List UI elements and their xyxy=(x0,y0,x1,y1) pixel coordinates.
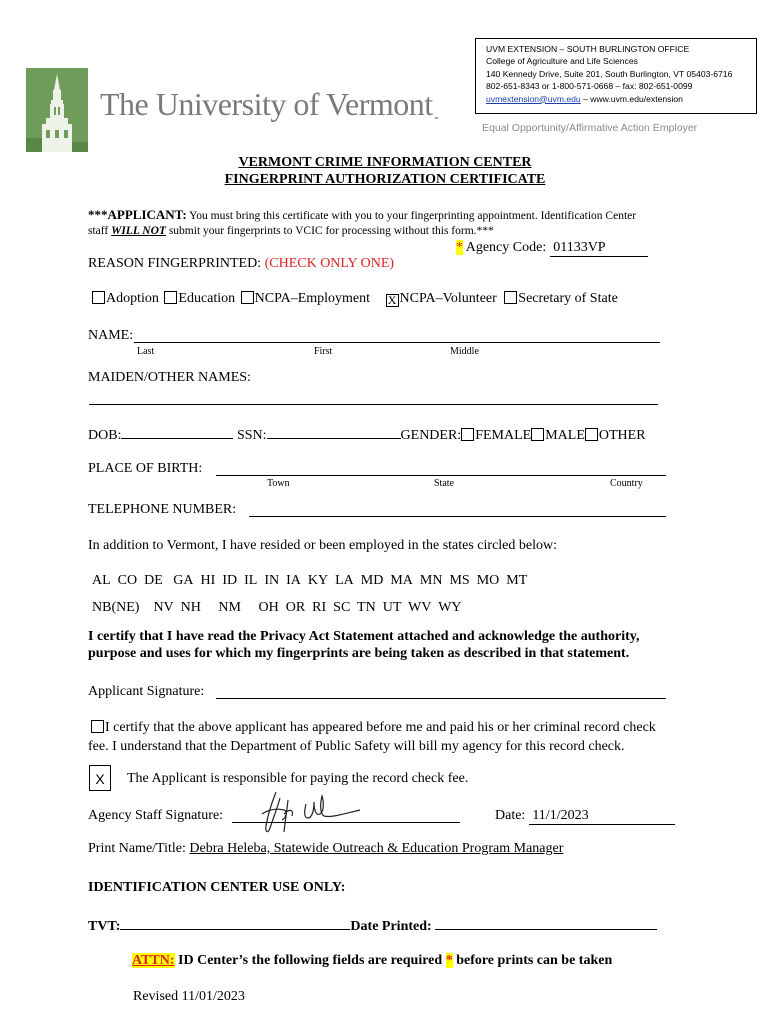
state-oh[interactable]: OH xyxy=(258,600,279,615)
ssn-input[interactable] xyxy=(267,425,401,439)
reason-label: REASON FINGERPRINTED: xyxy=(88,256,265,271)
state-nb-ne[interactable]: NB(NE) xyxy=(92,600,140,615)
maiden-names-label: MAIDEN/OTHER NAMES: xyxy=(88,370,251,385)
date-printed-label: Date Printed: xyxy=(350,919,436,934)
state-wy[interactable]: WY xyxy=(438,600,462,615)
telephone-input[interactable] xyxy=(249,516,666,517)
applicant-signature-label: Applicant Signature: xyxy=(88,684,205,699)
tvt-label: TVT: xyxy=(88,919,121,934)
state-ky[interactable]: KY xyxy=(307,573,329,588)
agency-code-field xyxy=(456,240,648,257)
title-line-1: VERMONT CRIME INFORMATION CENTER xyxy=(238,155,532,170)
other-label: OTHER xyxy=(598,428,646,443)
reason-ncpa-volunteer[interactable] xyxy=(386,291,497,306)
staff-date-value: 11/1/2023 xyxy=(532,808,589,823)
female-label: FEMALE xyxy=(475,428,532,443)
id-center-heading: IDENTIFICATION CENTER USE ONLY: xyxy=(88,880,346,895)
reason-ncpa-volunteer-label: NCPA–Volunteer xyxy=(399,291,497,306)
certify-line-2: purpose and uses for which my fingerprints are being taken as described in that statement. xyxy=(88,646,630,661)
state-hi[interactable]: HI xyxy=(200,573,216,588)
staff-cert-line-2: fee. I understand that the Department of Public Safety will bill my agency for this record check. xyxy=(88,739,625,754)
applicant-notice-text-2b: submit your fingerprints to VCIC for processing without this form.*** xyxy=(165,224,494,237)
privacy-certification xyxy=(88,628,640,662)
reason-education-checkbox[interactable] xyxy=(164,291,177,304)
office-web: – www.uvm.edu/extension xyxy=(580,93,683,104)
male-label: MALE xyxy=(545,428,585,443)
reason-secretary-of-state[interactable] xyxy=(504,291,618,306)
state-tn[interactable]: TN xyxy=(357,600,376,615)
place-of-birth-label: PLACE OF BIRTH: xyxy=(88,461,203,476)
date-printed-input[interactable] xyxy=(435,916,657,930)
state-sc[interactable]: SC xyxy=(333,600,351,615)
applicant-notice-lead: ***APPLICANT: xyxy=(88,207,187,222)
state-il[interactable]: IL xyxy=(244,573,258,588)
name-first-caption: First xyxy=(314,346,333,357)
staff-certify-checkbox[interactable] xyxy=(91,720,104,733)
staff-date-field xyxy=(495,808,675,825)
revised-date: Revised 11/01/2023 xyxy=(133,989,245,1004)
uvm-logo-emblem xyxy=(26,68,88,152)
applicant-notice-text-1: You must bring this certificate with you to your fingerprinting appointment. Identification Center xyxy=(186,210,637,222)
applicant-notice xyxy=(88,208,688,238)
other-checkbox[interactable] xyxy=(585,428,598,441)
reason-adoption-checkbox[interactable] xyxy=(92,291,105,304)
tvt-row xyxy=(88,916,657,935)
gender-label: GENDER: xyxy=(400,428,462,443)
office-line-4: 802-651-8343 or 1-800-571-0668 – fax: 802-651-0099 xyxy=(486,81,693,92)
birth-state-caption: State xyxy=(434,478,454,489)
state-nh[interactable]: NH xyxy=(180,600,201,615)
state-wv[interactable]: WV xyxy=(408,600,432,615)
office-line-2: College of Agriculture and Life Sciences xyxy=(486,56,638,67)
dob-ssn-gender-row xyxy=(88,425,646,444)
reason-education-label: Education xyxy=(178,291,236,306)
eoe-statement: Equal Opportunity/Affirmative Action Employer xyxy=(482,122,698,134)
reason-secretary-of-state-label: Secretary of State xyxy=(518,291,618,306)
logo-dot: - xyxy=(434,110,439,125)
office-email-link[interactable]: uvmextension@uvm.edu xyxy=(486,93,581,104)
attn-text-2: before prints can be taken xyxy=(452,953,613,968)
responsible-text: The Applicant is responsible for paying the record check fee. xyxy=(127,771,469,786)
state-nv[interactable]: NV xyxy=(153,600,174,615)
state-ma[interactable]: MA xyxy=(390,573,413,588)
state-ga[interactable]: GA xyxy=(173,573,194,588)
birth-country-caption: Country xyxy=(610,478,643,489)
maiden-names-input[interactable] xyxy=(89,404,658,405)
state-mt[interactable]: MT xyxy=(506,573,528,588)
print-name-label: Print Name/Title: xyxy=(88,841,190,856)
state-la[interactable]: LA xyxy=(335,573,354,588)
state-nm[interactable]: NM xyxy=(218,600,241,615)
state-mo[interactable]: MO xyxy=(476,573,500,588)
state-ri[interactable]: RI xyxy=(312,600,327,615)
staff-date-label: Date: xyxy=(495,808,529,823)
reason-ncpa-employment-checkbox[interactable] xyxy=(241,291,254,304)
title-line-2: FINGERPRINT AUTHORIZATION CERTIFICATE xyxy=(224,172,546,187)
attn-star: * xyxy=(445,953,453,968)
print-name-value[interactable]: Debra Heleba, Statewide Outreach & Education Program Manager xyxy=(189,841,564,856)
office-line-5 xyxy=(486,93,756,105)
attn-notice xyxy=(132,953,612,969)
states-intro: In addition to Vermont, I have resided or been employed in the states circled below: xyxy=(88,538,557,553)
office-line-1: UVM EXTENSION – SOUTH BURLINGTON OFFICE xyxy=(486,44,690,54)
office-line-3: 140 Kennedy Drive, Suite 201, South Burlington, VT 05403-6716 xyxy=(486,68,733,79)
states-row-2 xyxy=(92,600,462,616)
reason-ncpa-employment-label: NCPA–Employment xyxy=(254,291,371,306)
states-row-1 xyxy=(92,573,527,589)
birth-town-caption: Town xyxy=(267,478,290,489)
reason-ncpa-employment[interactable] xyxy=(241,291,370,306)
reason-hint: (CHECK ONLY ONE) xyxy=(264,256,395,271)
dob-label: DOB: xyxy=(88,428,122,443)
will-not-emphasis: WILL NOT xyxy=(111,224,166,237)
reason-secretary-of-state-checkbox[interactable] xyxy=(504,291,517,304)
state-ia[interactable]: IA xyxy=(286,573,301,588)
dob-input[interactable] xyxy=(121,425,233,439)
responsible-checkbox[interactable]: X xyxy=(89,765,111,791)
place-of-birth-input[interactable] xyxy=(216,475,666,476)
handwritten-signature xyxy=(254,788,364,838)
ssn-label: SSN: xyxy=(236,428,267,443)
name-last-caption: Last xyxy=(137,346,155,357)
state-ut[interactable]: UT xyxy=(382,600,402,615)
attn-label: ATTN: xyxy=(132,953,175,968)
university-name: The University of Vermont xyxy=(100,86,433,122)
applicant-signature-input[interactable] xyxy=(216,698,666,699)
state-co[interactable]: CO xyxy=(117,573,138,588)
agency-code-label: Agency Code: xyxy=(463,240,550,255)
reason-options xyxy=(92,291,618,307)
attn-text-1: ID Center’s the following fields are required xyxy=(174,953,446,968)
state-al[interactable]: AL xyxy=(92,573,111,588)
reason-adoption-label: Adoption xyxy=(106,291,159,306)
state-md[interactable]: MD xyxy=(360,573,384,588)
staff-cert-line-1: I certify that the above applicant has appeared before me and paid his or her criminal record check xyxy=(105,720,656,735)
staff-certification xyxy=(88,718,656,756)
telephone-label: TELEPHONE NUMBER: xyxy=(88,502,237,517)
page-title xyxy=(0,154,770,188)
agency-code-value: 01133VP xyxy=(553,240,606,255)
reason-education[interactable] xyxy=(164,291,235,306)
required-star: * xyxy=(456,240,463,255)
state-mn[interactable]: MN xyxy=(419,573,443,588)
name-label: NAME: xyxy=(88,328,134,343)
applicant-notice-text-2a: staff xyxy=(88,224,112,237)
state-in[interactable]: IN xyxy=(264,573,280,588)
office-info-box xyxy=(475,38,757,114)
state-id[interactable]: ID xyxy=(222,573,238,588)
male-checkbox[interactable] xyxy=(531,428,544,441)
reason-ncpa-volunteer-checkbox[interactable]: X xyxy=(386,294,399,307)
name-middle-caption: Middle xyxy=(450,346,479,357)
state-de[interactable]: DE xyxy=(144,573,163,588)
print-name-field xyxy=(88,841,563,857)
state-ms[interactable]: MS xyxy=(449,573,470,588)
agency-code-input[interactable] xyxy=(550,240,648,257)
tvt-input[interactable] xyxy=(120,916,350,930)
reason-heading xyxy=(88,256,394,272)
female-checkbox[interactable] xyxy=(461,428,474,441)
reason-adoption[interactable] xyxy=(92,291,159,306)
staff-date-input[interactable] xyxy=(529,808,675,825)
state-or[interactable]: OR xyxy=(285,600,306,615)
name-input[interactable] xyxy=(134,342,660,343)
staff-signature-label: Agency Staff Signature: xyxy=(88,808,224,823)
certify-line-1: I certify that I have read the Privacy Act Statement attached and acknowledge the authority, xyxy=(88,629,640,644)
